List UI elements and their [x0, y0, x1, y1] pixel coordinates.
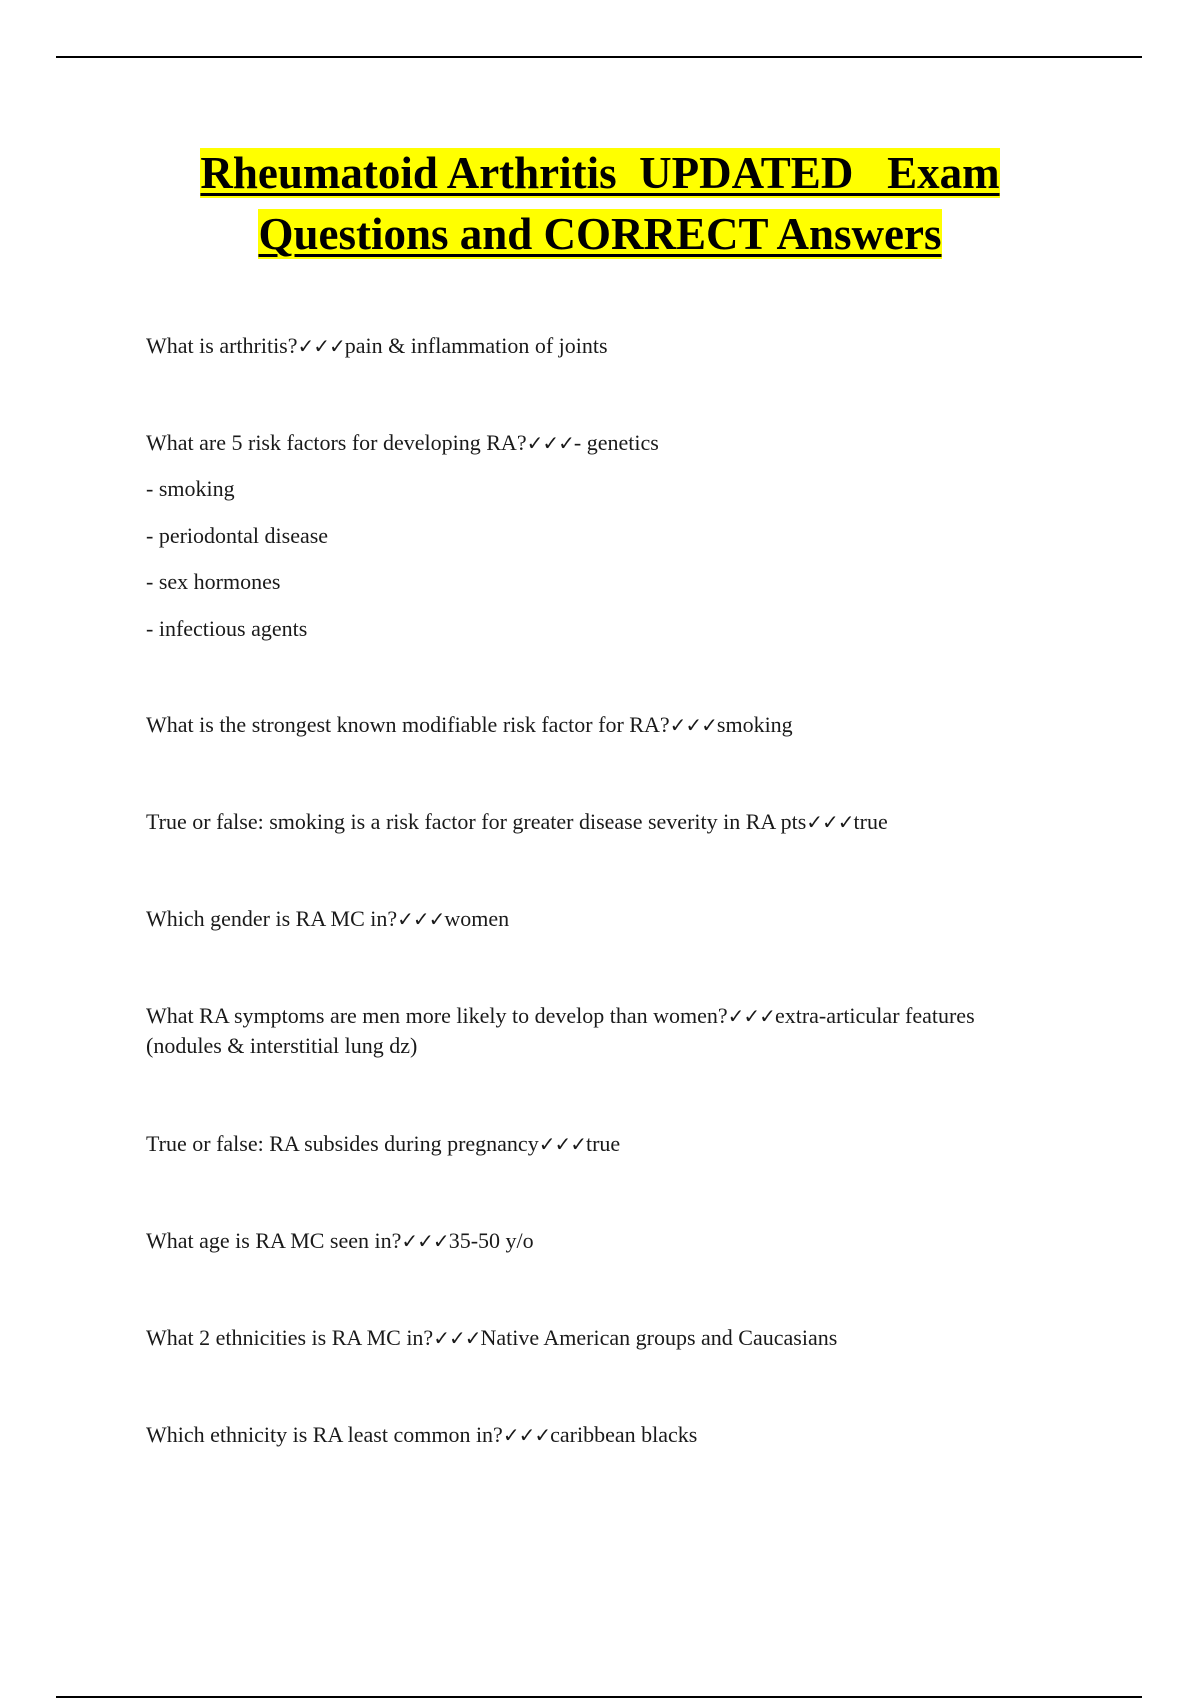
- qa-item: [146, 1323, 1046, 1353]
- answer-text: extra-articular features (nodules & interstitial lung dz): [146, 1003, 975, 1058]
- check-marks-icon: ✓✓✓: [526, 431, 574, 455]
- check-marks-icon: ✓✓✓: [401, 1229, 449, 1253]
- question-text: What age is RA MC seen in?: [146, 1228, 402, 1253]
- question-text: What RA symptoms are men more likely to develop than women?: [146, 1003, 728, 1028]
- qa-item: [146, 1129, 1046, 1159]
- answer-text: 35-50 y/o: [448, 1228, 534, 1253]
- question-text: What is the strongest known modifiable risk factor for RA?: [146, 712, 670, 737]
- answer-text: - genetics: [573, 430, 659, 455]
- list-item: - periodontal disease: [146, 523, 329, 548]
- question-text: Which ethnicity is RA least common in?: [146, 1422, 503, 1447]
- check-marks-icon: ✓✓✓: [433, 1326, 481, 1350]
- answer-text: true: [585, 1131, 621, 1156]
- question-text: True or false: RA subsides during pregnancy: [146, 1131, 539, 1156]
- answer-text: women: [444, 906, 510, 931]
- list-item: - sex hormones: [146, 569, 281, 594]
- check-marks-icon: ✓✓✓: [397, 907, 445, 931]
- question-text: Which gender is RA MC in?: [146, 906, 398, 931]
- qa-item: [146, 710, 1046, 740]
- check-marks-icon: ✓✓✓: [502, 1423, 551, 1447]
- document-title: [0, 143, 1200, 265]
- qa-item: [146, 1001, 1006, 1061]
- qa-item: [146, 1226, 1046, 1256]
- qa-item: [146, 1420, 1046, 1450]
- check-marks-icon: ✓✓✓: [538, 1132, 586, 1156]
- answer-text: caribbean blacks: [550, 1422, 698, 1447]
- qa-item: [146, 807, 1046, 837]
- qa-item: [146, 904, 1046, 934]
- check-marks-icon: ✓✓✓: [297, 334, 345, 358]
- answer-text: true: [853, 809, 888, 834]
- title-line-2: Questions and CORRECT Answers: [258, 209, 942, 259]
- question-text: What 2 ethnicities is RA MC in?: [146, 1325, 434, 1350]
- answer-text: smoking: [716, 712, 793, 737]
- list-item: - infectious agents: [146, 616, 308, 641]
- answer-text: pain & inflammation of joints: [344, 333, 608, 358]
- qa-item: [146, 331, 1046, 361]
- bottom-rule: [56, 1696, 1142, 1698]
- answer-text: Native American groups and Caucasians: [480, 1325, 838, 1350]
- qa-item: [146, 428, 1046, 458]
- question-text: What are 5 risk factors for developing RA?: [146, 430, 527, 455]
- title-line-1: Rheumatoid Arthritis UPDATED Exam: [200, 148, 1000, 198]
- list-item: - smoking: [146, 476, 235, 501]
- check-marks-icon: ✓✓✓: [727, 1004, 775, 1028]
- check-marks-icon: ✓✓✓: [806, 810, 854, 834]
- question-text: True or false: smoking is a risk factor for greater disease severity in RA pts: [146, 809, 807, 834]
- top-rule: [56, 56, 1142, 58]
- question-text: What is arthritis?: [146, 333, 298, 358]
- check-marks-icon: ✓✓✓: [669, 713, 717, 737]
